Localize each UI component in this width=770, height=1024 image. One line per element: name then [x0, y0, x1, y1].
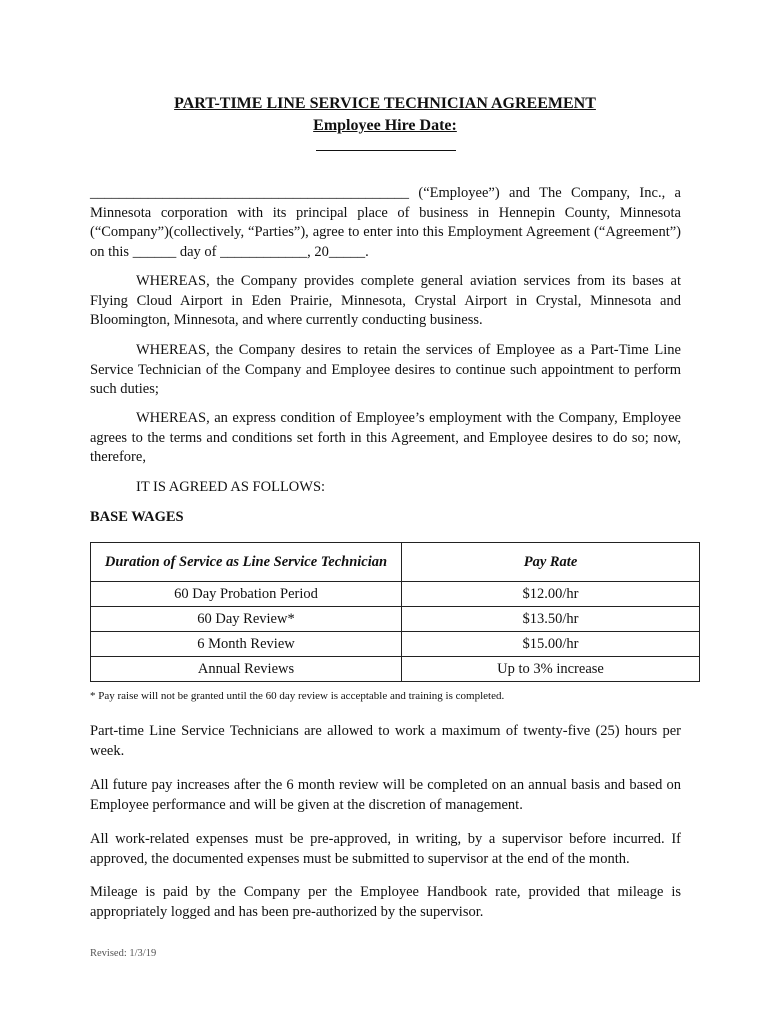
pay-rate-cell: $12.00/hr — [402, 582, 700, 607]
agreed-statement: IT IS AGREED AS FOLLOWS: — [136, 479, 326, 495]
table-header-row — [91, 543, 700, 582]
pay-rate-cell: Up to 3% increase — [402, 657, 700, 682]
expenses-paragraph: All work-related expenses must be pre-approved, in writing, by a supervisor before incurred. If approved, the documented expenses must be submitted to supervisor at the end of the month. — [90, 831, 681, 867]
table-row — [91, 632, 700, 657]
pay-rate-header: Pay Rate — [402, 543, 700, 582]
duration-header: Duration of Service as Line Service Technician — [91, 543, 402, 582]
hours-paragraph: Part-time Line Service Technicians are allowed to work a maximum of twenty-five (25) hours per week. — [90, 723, 681, 759]
document-title: PART-TIME LINE SERVICE TECHNICIAN AGREEMENT — [174, 95, 596, 112]
table-footnote: * Pay raise will not be granted until the 60 day review is acceptable and training is completed. — [90, 690, 505, 702]
revised-date: Revised: 1/3/19 — [90, 948, 157, 959]
table-row — [91, 657, 700, 682]
whereas-paragraph-2: WHEREAS, the Company desires to retain the services of Employee as a Part-Time Line Service Technician of the Company and Employee desires to continue such appointment to perform such duties; — [90, 342, 681, 397]
pay-rate-cell: $15.00/hr — [402, 632, 700, 657]
table-row — [91, 582, 700, 607]
duration-cell: 6 Month Review — [91, 632, 402, 657]
whereas-paragraph-1: WHEREAS, the Company provides complete general aviation services from its bases at Flying Cloud Airport in Eden Prairie, Minnesota, Crystal Airport in Crystal, Minnesota and Bloomington, Minnesota, and where currently conducting business. — [90, 273, 681, 328]
intro-paragraph: ____________________________________________ (“Employee”) and The Company, Inc., a Minnesota corporation with its principal place of business in Hennepin County, Minnesota (“Company”)(collectively, “Parties”), agree to enter into this Employment Agreement (“Agreement”) on this ______ day of ____________, 20_____. — [90, 185, 681, 260]
mileage-paragraph: Mileage is paid by the Company per the Employee Handbook rate, provided that mileage is appropriately logged and has been pre-authorized by the supervisor. — [90, 884, 681, 920]
duration-cell: 60 Day Probation Period — [91, 582, 402, 607]
pay-rate-cell: $13.50/hr — [402, 607, 700, 632]
base-wages-table — [90, 542, 700, 682]
hire-date-blank — [316, 150, 456, 151]
whereas-paragraph-3: WHEREAS, an express condition of Employee’s employment with the Company, Employee agrees to the terms and conditions set forth in this Agreement, and Employee desires to do so; now, therefore, — [90, 410, 681, 465]
duration-cell: Annual Reviews — [91, 657, 402, 682]
hire-date-label: Employee Hire Date: — [313, 117, 457, 134]
table-row — [91, 607, 700, 632]
pay-increase-paragraph: All future pay increases after the 6 month review will be completed on an annual basis and based on Employee performance and will be given at the discretion of management. — [90, 777, 681, 813]
base-wages-heading: BASE WAGES — [90, 509, 184, 525]
duration-cell: 60 Day Review* — [91, 607, 402, 632]
